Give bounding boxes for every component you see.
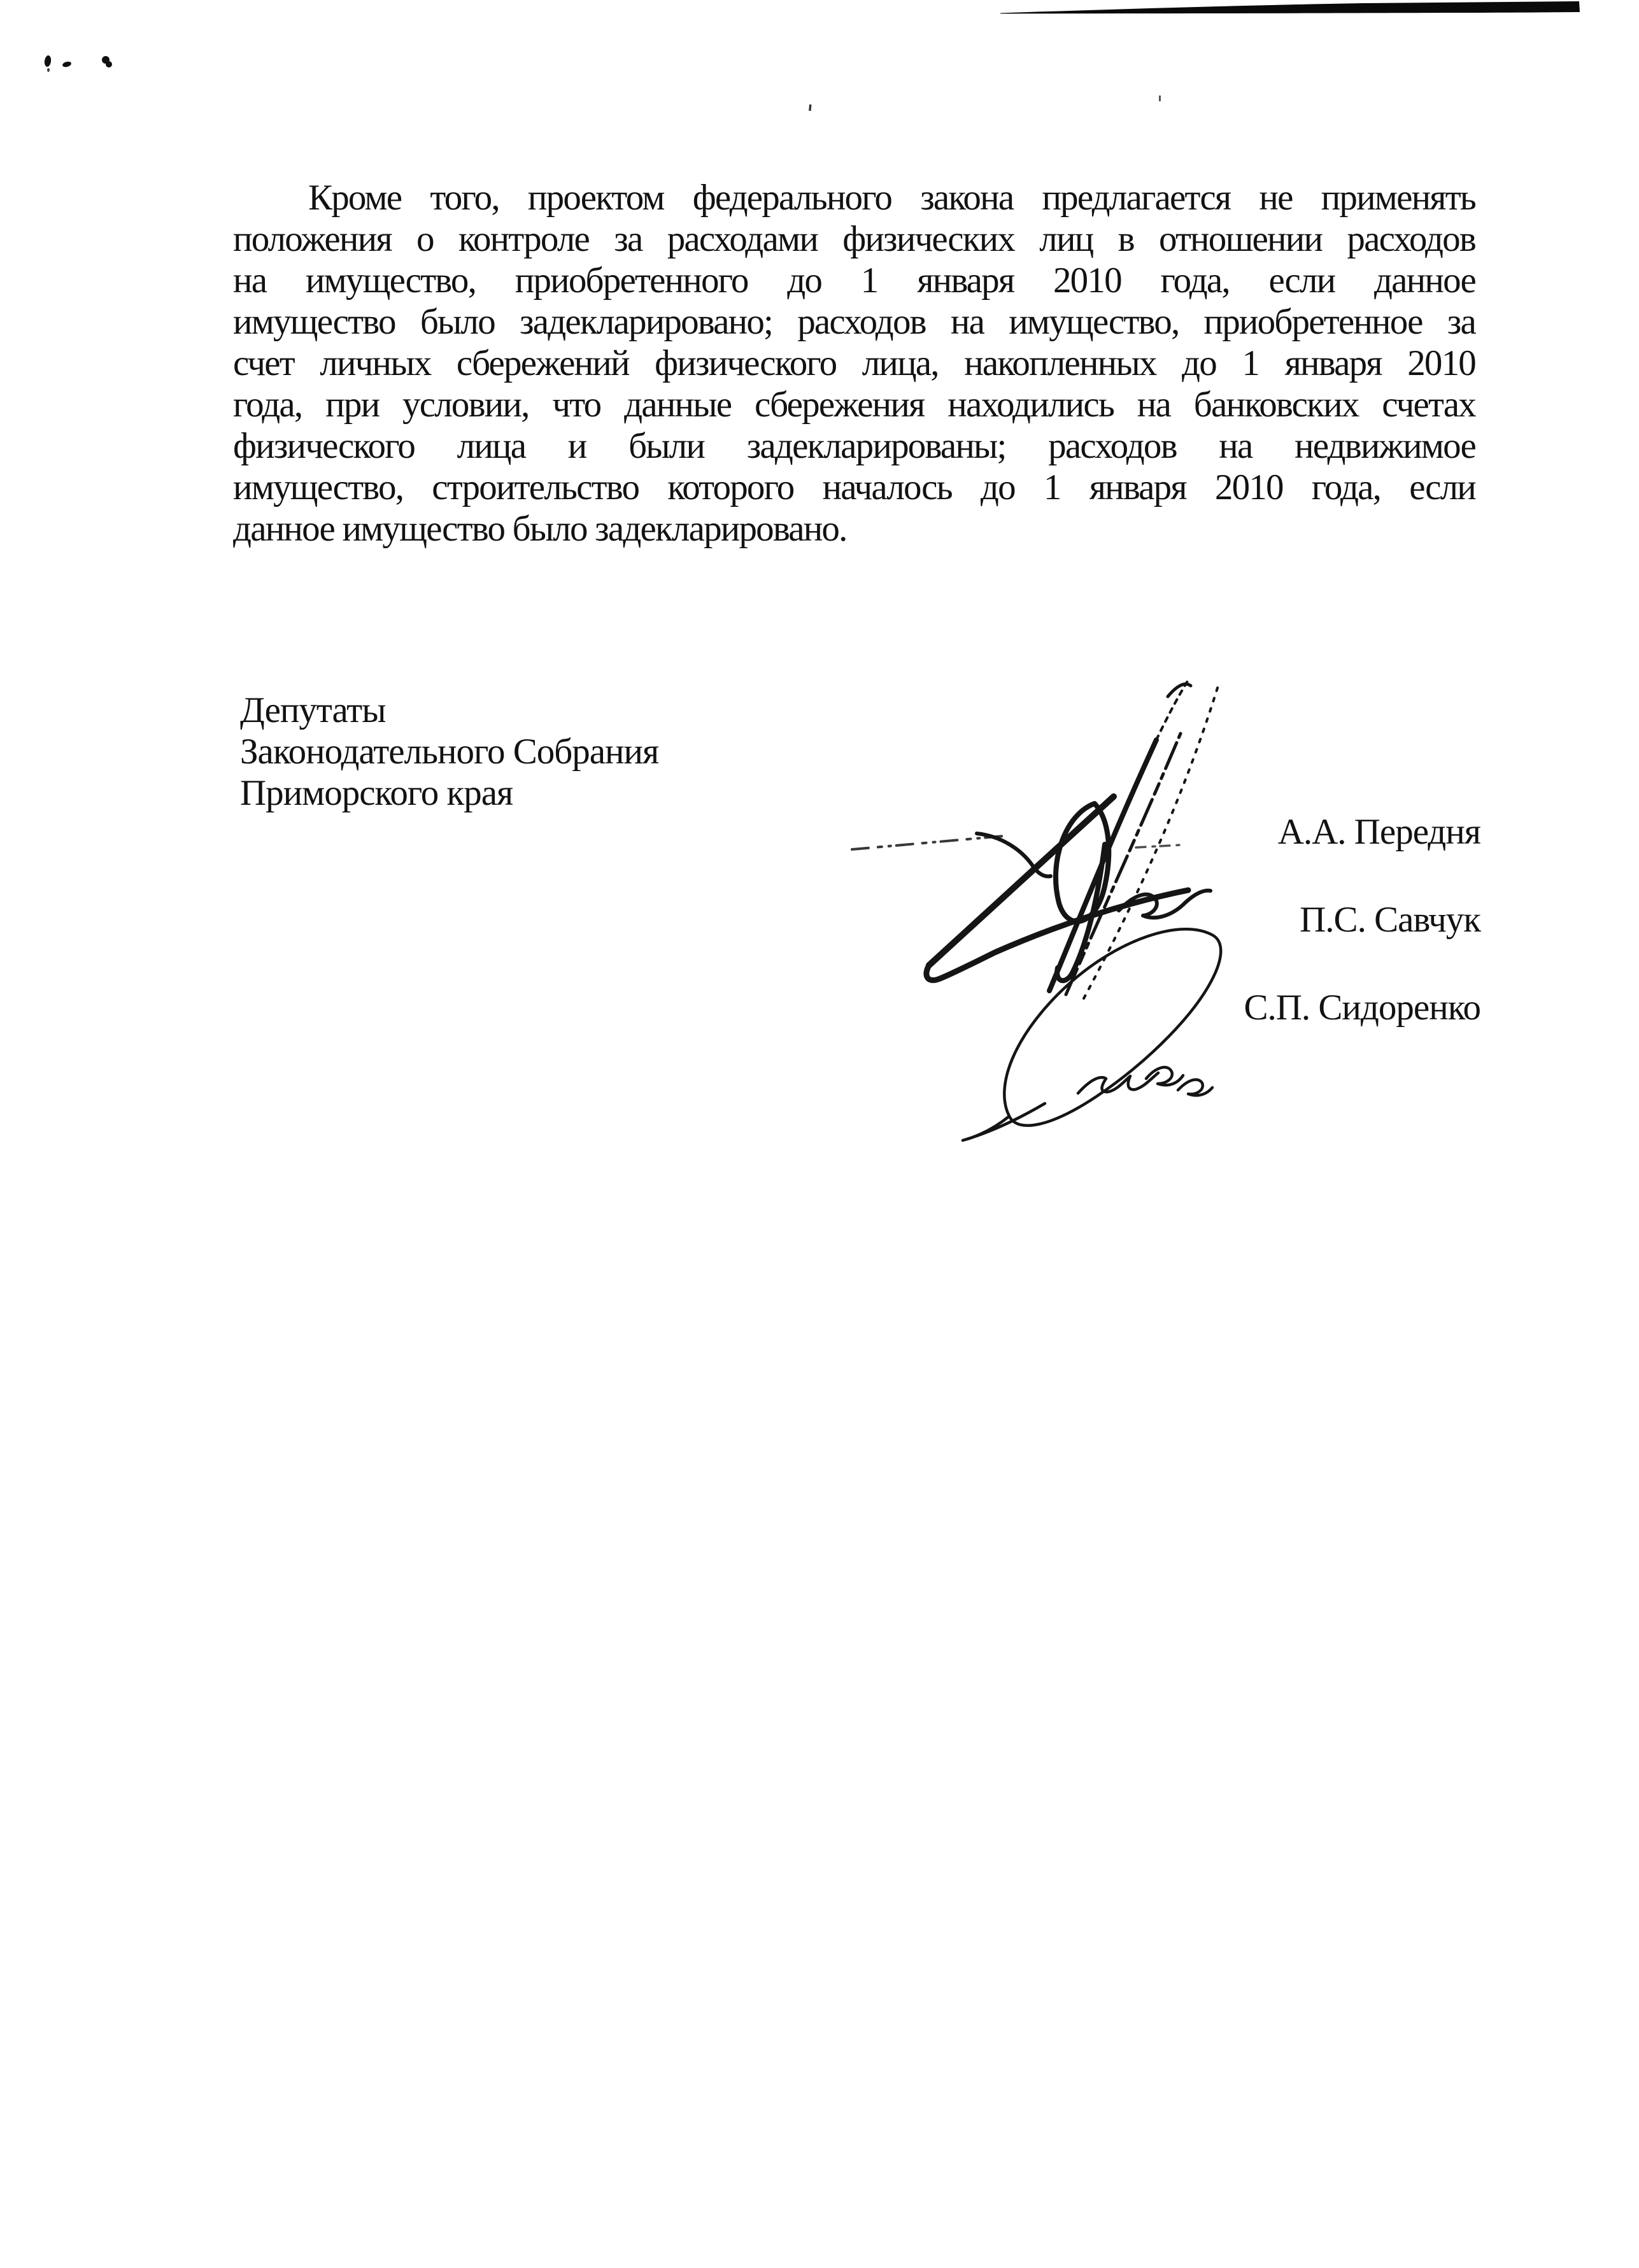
signatory-name: П.С. Савчук: [1300, 900, 1480, 940]
body-paragraph: [233, 177, 1475, 549]
signatory-name: С.П. Сидоренко: [1244, 988, 1480, 1028]
signatory-names: [1051, 788, 1480, 1052]
paragraph-line: данное имущество было задекларировано.: [233, 509, 847, 549]
paragraph-line: счет личных сбережений физического лица, накопленных до 1 января 2010: [233, 343, 1475, 383]
paragraph-line: года, при условии, что данные сбережения находились на банковских счетах: [233, 385, 1475, 425]
paragraph-line: физического лица и были задекларированы; расходов на недвижимое: [233, 426, 1475, 466]
paragraph-line: положения о контроле за расходами физических лиц в отношении расходов: [233, 219, 1475, 259]
scan-specks: [44, 55, 1161, 111]
paragraph-line: имущество, строительство которого началось до 1 января 2010 года, если: [233, 467, 1475, 507]
paragraph-line: имущество было задекларировано; расходов на имущество, приобретенное за: [233, 302, 1475, 342]
signatory-title-line: Законодательного Собрания: [240, 732, 659, 772]
signatory-title-line: Приморского края: [240, 773, 513, 813]
paragraph-line: Кроме того, проектом федерального закона предлагается не применять: [308, 178, 1475, 218]
signatory-title-line: Депутаты: [240, 690, 386, 730]
signatory-name: А.А. Передня: [1277, 812, 1480, 852]
paragraph-line: на имущество, приобретенного до 1 января 2010 года, если данное: [233, 260, 1475, 301]
scan-artifact-top-line: [1000, 1, 1580, 14]
signatory-title-block: [240, 690, 658, 814]
